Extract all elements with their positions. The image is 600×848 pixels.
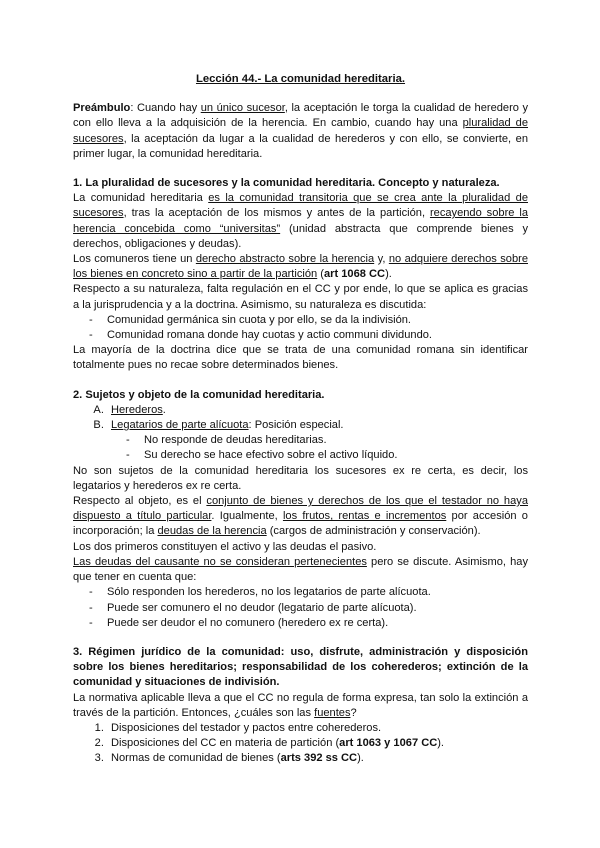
text: La comunidad hereditaria (73, 192, 209, 205)
text: La normativa aplicable lleva a que el CC no regula de forma expresa, tan solo la extinción a través de la partición. Entonces, ¿cuáles son las (73, 691, 528, 719)
underlined-text: Legatarios de parte alícuota (111, 419, 249, 432)
text: , la aceptación le torga la cualidad de heredero y con ello lleva a la adquisición de la herencia. En cambio, cuando hay una (73, 102, 529, 130)
bold-text: art 1063 y 1067 CC (339, 737, 438, 750)
section-1-paragraph (73, 252, 528, 282)
list-item (107, 418, 528, 433)
section-2-paragraph: No son sujetos de la comunidad hereditaria los sucesores ex re certa, es decir, los legatarios y herederos ex re certa. (73, 464, 528, 492)
text: pero se discute. Asimismo, hay que tener en cuenta que: (73, 555, 529, 584)
underlined-text: los frutos, rentas e incrementos (282, 510, 447, 523)
dash-list (73, 585, 528, 631)
dash-list (73, 313, 528, 343)
document-page (73, 72, 528, 767)
underlined-text: recayendo sobre la herencia concebida como “universitas” (73, 207, 528, 235)
list-item: - Su derecho se hace efectivo sobre el activo líquido. (126, 448, 528, 463)
text: ? (350, 706, 357, 719)
text: (cargos de administración y conservación). (266, 525, 481, 538)
text: . (162, 403, 166, 416)
list-item: - Puede ser deudor el no comunero (heredero ex re certa). (89, 616, 528, 631)
text: por accesión o incorporación; la (73, 510, 528, 538)
section-2-paragraph (73, 494, 528, 540)
list-item: - Comunidad germánica sin cuota y por ello, se da la indivisión. (89, 313, 528, 328)
numbered-list (73, 721, 528, 767)
bold-text: arts 392 ss CC (280, 752, 358, 765)
list-item: - Comunidad romana donde hay cuotas y actio communi dividundo. (89, 328, 528, 343)
text: ). (385, 268, 392, 281)
list-item (107, 736, 528, 751)
underlined-text: Herederos (111, 403, 163, 416)
underlined-text: no adquiere derechos sobre los bienes en concreto sino a partir de la partición (73, 253, 528, 281)
list-item: 1. Disposiciones del testador y pactos entre coherederos. (107, 721, 528, 736)
text: ). (357, 752, 364, 765)
text: Los comuneros tiene un (73, 253, 196, 266)
list-item: - Puede ser comunero el no deudor (legatario de parte alícuota). (89, 601, 528, 616)
underlined-text: conjunto de bienes y derechos de los que el testador no haya dispuesto a título particular (73, 495, 528, 523)
text: : Posición especial. (248, 419, 344, 432)
section-2-paragraph (73, 555, 528, 585)
underlined-text: es la comunidad transitoria que se crea ante la pluralidad de sucesores (73, 192, 528, 220)
section-3-paragraph (73, 691, 528, 721)
dash-sublist (73, 433, 528, 463)
list-item: - No responde de deudas hereditarias. (126, 433, 528, 448)
preambulo-paragraph (73, 101, 528, 162)
text: ( (317, 268, 324, 281)
section-1-paragraph: La mayoría de la doctrina dice que se trata de una comunidad romana sin identificar totalmente pues no recae sobre determinados bienes. (73, 344, 528, 372)
bold-text: art 1068 CC (324, 268, 386, 281)
text: (unidad abstracta que comprende bienes y derechos, obligaciones y deudas). (73, 222, 528, 250)
section-1-heading: 1. La pluralidad de sucesores y la comunidad hereditaria. Concepto y naturaleza. (73, 177, 500, 190)
text: Disposiciones del CC en materia de partición ( (111, 737, 340, 750)
underlined-text: Las deudas del causante no se consideran pertenecientes (73, 555, 367, 568)
list-item (107, 751, 528, 766)
section-2-heading: 2. Sujetos y objeto de la comunidad hereditaria. (73, 388, 325, 401)
section-1-paragraph (73, 191, 528, 252)
section-2-paragraph: Los dos primeros constituyen el activo y las deudas el pasivo. (73, 540, 377, 553)
text: Normas de comunidad de bienes ( (111, 752, 281, 765)
preambulo-label: Preámbulo (73, 102, 131, 115)
text: , tras la aceptación de los mismos y antes de la partición, (123, 207, 430, 220)
underlined-text: deudas de la herencia (157, 525, 267, 538)
underlined-text: derecho abstracto sobre la herencia (195, 253, 375, 266)
page-title: Lección 44.- La comunidad hereditaria. (195, 73, 406, 85)
text: : Cuando hay (130, 102, 201, 115)
underlined-text: pluralidad de sucesores (73, 117, 529, 145)
section-1-paragraph: Respecto a su naturaleza, falta regulación en el CC y por ende, lo que se aplica es gracias a la jurisprudencia y a la doctrina. Asimismo, su naturaleza es discutida: (73, 283, 528, 311)
text: , la aceptación da lugar a la cualidad de herederos y con ello, se convierte, en primer lugar, la comunidad hereditaria. (73, 132, 528, 160)
text: . Igualmente, (211, 510, 283, 523)
text: Respecto al objeto, es el (73, 495, 207, 508)
text: ). (437, 737, 444, 750)
text: y, (374, 253, 389, 266)
underlined-text: un único sucesor (200, 102, 285, 115)
list-item: - Sólo responden los herederos, no los legatarios de parte alícuota. (89, 585, 528, 600)
underlined-text: fuentes (314, 706, 351, 719)
alpha-list (73, 403, 528, 433)
section-3-heading: 3. Régimen jurídico de la comunidad: uso, disfrute, administración y disposición sobre los bienes hereditarios; responsabilidad de los coherederos; extinción de la comunidad y situaciones de indivisión. (73, 645, 528, 689)
list-item (107, 403, 528, 418)
